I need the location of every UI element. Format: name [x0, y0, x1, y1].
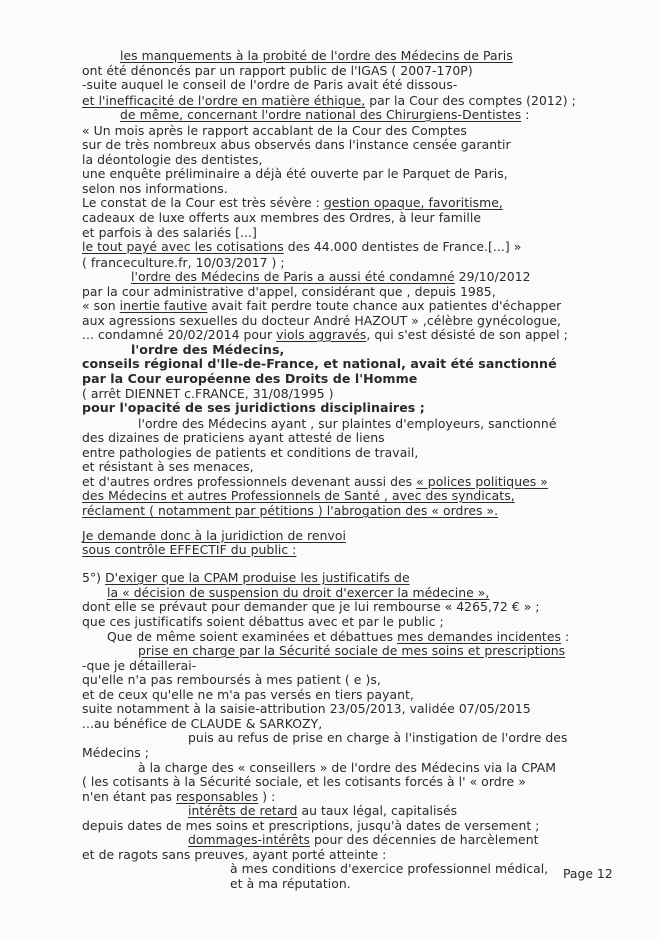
text-line	[230, 876, 351, 891]
page-number: Page 12	[563, 866, 613, 881]
text-run: pour l'opacité de ses juridictions disciplinaires ;	[82, 400, 425, 415]
text-run: -suite auquel le conseil de l'ordre de Paris avait été dissous-	[82, 77, 458, 92]
text-line	[82, 716, 322, 731]
text-run: viols aggravés	[276, 327, 367, 342]
text-run: Je demande donc à la juridiction de renvoi	[82, 528, 347, 543]
text-line	[82, 166, 508, 181]
text-line	[82, 445, 418, 460]
text-run: avait fait perdre toute chance aux patientes d'échapper	[207, 298, 562, 313]
text-run: suite notamment à la saisie-attribution 23/05/2013, validée 07/05/2015	[82, 701, 531, 716]
text-line	[82, 570, 410, 585]
text-run: Que de même soient examinées et débattues	[107, 629, 398, 644]
text-line	[188, 803, 457, 818]
text-line	[82, 255, 285, 270]
text-run: dont elle se prévaut pour demander que je lui rembourse « 4265,72 € » ;	[82, 599, 540, 614]
text-run: 5°)	[82, 570, 106, 585]
text-run: cadeaux de luxe offerts aux membres des Ordres, à leur famille	[82, 210, 482, 225]
text-run: D'exiger que la CPAM produise les justificatifs de	[105, 570, 410, 585]
text-line	[82, 284, 496, 299]
text-run: et l'inefficacité de l'ordre en matière éthique,	[82, 93, 366, 108]
text-run: sous contrôle EFFECTIF du public :	[82, 542, 297, 557]
text-run: à mes conditions d'exercice professionnel médical,	[230, 861, 549, 876]
text-line	[82, 313, 561, 328]
text-line	[82, 152, 263, 167]
text-line	[82, 386, 334, 401]
text-run: et à ma réputation.	[230, 876, 351, 891]
text-run: des dizaines de praticiens ayant attesté de liens	[82, 430, 385, 445]
text-line	[82, 93, 576, 108]
text-line	[82, 400, 425, 415]
text-line	[82, 225, 257, 240]
text-run: ...au bénéfice de CLAUDE & SARKOZY,	[82, 716, 323, 731]
text-line	[82, 818, 540, 833]
text-run: entre pathologies de patients et conditions de travail,	[82, 445, 419, 460]
text-line	[138, 416, 557, 431]
text-line	[82, 847, 386, 862]
text-run: ) :	[258, 789, 276, 804]
text-run: la « décision de suspension du droit d'exercer la médecine »,	[107, 585, 490, 600]
text-line	[188, 832, 539, 847]
text-run: et de ragots sans preuves, ayant porté atteinte :	[82, 847, 387, 862]
text-run: « Un mois après le rapport accablant de la Cour des Comptes	[82, 123, 467, 138]
text-run: les manquements à la probité de l'ordre des Médecins de Paris	[120, 48, 513, 63]
text-run: « polices politiques »	[416, 474, 548, 489]
text-run: ont été dénoncés par un rapport public de l'IGAS ( 2007-170P)	[82, 63, 473, 78]
text-line	[82, 327, 568, 342]
text-line	[82, 614, 444, 629]
text-run: le tout payé avec les cotisations	[82, 239, 284, 254]
text-run: sur de très nombreux abus observés dans l'instance censée garantir	[82, 137, 511, 152]
text-run: l'ordre des Médecins de Paris a aussi été condamné	[131, 269, 455, 284]
text-run: la déontologie des dentistes,	[82, 152, 263, 167]
text-run: et de ceux qu'elle ne m'a pas versés en tiers payant,	[82, 687, 414, 702]
text-line	[82, 528, 346, 543]
text-line	[188, 730, 567, 745]
text-line	[82, 77, 457, 92]
text-line	[82, 63, 473, 78]
text-line	[107, 585, 489, 600]
text-line	[82, 181, 228, 196]
text-run: :	[561, 629, 570, 644]
text-run: au taux légal, capitalisés	[297, 803, 458, 818]
text-line	[82, 701, 531, 716]
text-line	[82, 658, 196, 673]
text-run: ( franceculture.fr, 10/03/2017 ) ;	[82, 255, 285, 270]
text-line	[82, 672, 381, 687]
text-run: l'ordre des Médecins ayant , sur plaintes d'employeurs, sanctionné	[138, 416, 557, 431]
text-line	[82, 356, 557, 371]
text-line	[82, 210, 481, 225]
text-run: dommages-intérêts	[188, 832, 310, 847]
text-run: et parfois à des salariés [...]	[82, 225, 257, 240]
text-run: ... condamné 20/02/2014 pour	[82, 327, 277, 342]
text-line	[82, 298, 561, 313]
text-run: gestion opaque, favoritisme,	[323, 195, 503, 210]
text-line	[131, 342, 284, 357]
text-line	[82, 430, 385, 445]
text-run: une enquête préliminaire a déjà été ouverte par le Parquet de Paris,	[82, 166, 508, 181]
text-run: Médecins ;	[82, 745, 149, 760]
text-run: qu'elle n'a pas remboursés à mes patient ( e )s,	[82, 672, 381, 687]
text-run: Le constat de la Cour est très sévère :	[82, 195, 324, 210]
text-run: des 44.000 dentistes de France.[...] »	[283, 239, 522, 254]
text-run: prise en charge par la Sécurité sociale de mes soins et prescriptions	[138, 643, 566, 658]
text-run: aux agressions sexuelles du docteur André HAZOUT » ,célèbre gynécologue,	[82, 313, 562, 328]
text-line	[82, 371, 417, 386]
text-run: par la Cour des comptes (2012) ;	[365, 93, 576, 108]
text-run: et d'autres ordres professionnels devenant aussi des	[82, 474, 417, 489]
text-run: par la Cour européenne des Droits de l'Homme	[82, 371, 418, 386]
text-line	[82, 542, 296, 557]
text-run: , qui s'est désisté de son appel ;	[366, 327, 568, 342]
text-run: de même, concernant l'ordre national des Chirurgiens-Dentistes	[120, 107, 522, 122]
text-run: réclament ( notamment par pétitions ) l'abrogation des « ordres ».	[82, 503, 499, 518]
text-run: conseils régional d'Ile-de-France, et national, avait été sanctionné	[82, 356, 557, 371]
text-run: inertie fautive	[119, 298, 208, 313]
text-run: :	[521, 107, 530, 122]
text-run: depuis dates de mes soins et prescriptions, jusqu'à dates de versement ;	[82, 818, 540, 833]
text-line	[82, 774, 526, 789]
text-line	[82, 488, 515, 503]
text-run: puis au refus de prise en charge à l'instigation de l'ordre des	[188, 730, 568, 745]
text-run: selon nos informations.	[82, 181, 228, 196]
text-run: l'ordre des Médecins,	[131, 342, 285, 357]
text-line	[82, 239, 521, 254]
text-line	[82, 599, 540, 614]
text-line	[138, 643, 565, 658]
text-run: et résistant à ses menaces,	[82, 459, 254, 474]
text-line	[131, 269, 531, 284]
text-run: 29/10/2012	[454, 269, 531, 284]
text-run: des Médecins et autres Professionnels de Santé , avec des syndicats,	[82, 488, 515, 503]
text-run: pour des décennies de harcèlement	[309, 832, 539, 847]
text-line	[82, 459, 254, 474]
text-run: -que je détaillerai-	[82, 658, 197, 673]
text-run: responsables	[176, 789, 259, 804]
text-run: que ces justificatifs soient débattus avec et par le public ;	[82, 614, 444, 629]
text-run: ( les cotisants à la Sécurité sociale, et les cotisants forcés à l' « ordre »	[82, 774, 526, 789]
text-line	[230, 861, 548, 876]
text-run: « son	[82, 298, 120, 313]
text-line	[120, 48, 513, 63]
text-line	[82, 745, 149, 760]
text-run: à la charge des « conseillers » de l'ordre des Médecins via la CPAM	[138, 760, 557, 775]
text-run: ( arrêt DIENNET c.FRANCE, 31/08/1995 )	[82, 386, 334, 401]
text-line	[138, 760, 556, 775]
text-line	[82, 503, 498, 518]
text-run: par la cour administrative d'appel, considérant que , depuis 1985,	[82, 284, 496, 299]
text-run: n'en étant pas	[82, 789, 177, 804]
text-line	[82, 123, 467, 138]
text-run: mes demandes incidentes	[397, 629, 562, 644]
text-line	[107, 629, 569, 644]
text-line	[82, 137, 511, 152]
text-line	[82, 687, 414, 702]
text-line	[82, 474, 548, 489]
text-line	[82, 195, 503, 210]
text-line	[120, 107, 529, 122]
text-line	[82, 789, 275, 804]
text-run: intérêts de retard	[188, 803, 298, 818]
